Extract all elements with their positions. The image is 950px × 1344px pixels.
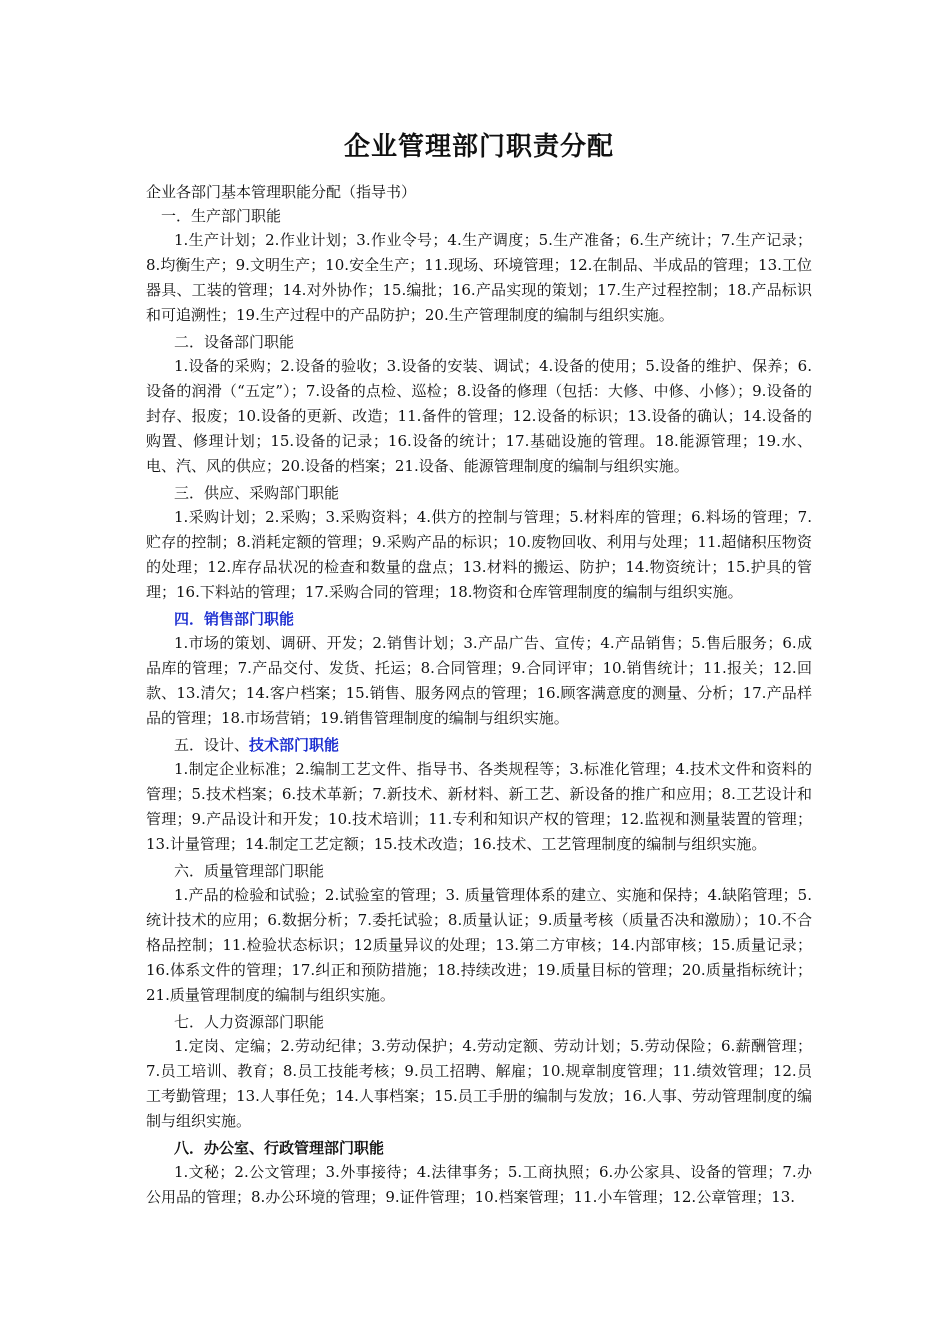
section-heading-technology-suffix: 技术部门职能	[249, 736, 340, 754]
section-body-quality: 1.产品的检验和试验；2.试验室的管理；3. 质量管理体系的建立、实施和保持；4.缺陷管理；5.统计技术的应用；6.数据分析；7.委托试验；8.质量认证；9.质量考核（质量否决和激励）；10.不合格品控制；11.检验状态标识；12质量异议的处理；13.第二方审核；14.内部审核；15.质量记录；16.体系文件的管理；17.纠正和预防措施；18.持续改进；19.质量目标的管理；20.质量指标统计；21.质量管理制度的编制与组织实施。	[146, 886, 812, 1004]
document-subtitle: 企业各部门基本管理职能分配（指导书）	[146, 183, 417, 201]
section-heading-technology	[146, 733, 812, 757]
section-heading-production: 一．生产部门职能	[161, 207, 282, 225]
section-heading-procurement: 三．供应、采购部门职能	[174, 484, 340, 502]
section-heading-technology-prefix: 五．设计、	[174, 736, 250, 754]
section-heading-sales: 四．销售部门职能	[174, 610, 295, 628]
section-body-office: 1.文秘；2.公文管理；3.外事接待；4.法律事务；5.工商执照；6.办公家具、设备的管理；7.办公用品的管理；8.办公环境的管理；9.证件管理；10.档案管理；11.小车管理；12.公章管理；13.	[146, 1163, 812, 1206]
section-body-sales: 1.市场的策划、调研、开发；2.销售计划；3.产品广告、宣传；4.产品销售；5.售后服务；6.成品库的管理；7.产品交付、发货、托运；8.合同管理；9.合同评审；10.销售统计；11.报关；12.回款、13.清欠；14.客户档案；15.销售、服务网点的管理；16.顾客满意度的测量、分析；17.产品样品的管理；18.市场营销；19.销售管理制度的编制与组织实施。	[146, 634, 812, 727]
section-body-production: 1.生产计划；2.作业计划；3.作业令号；4.生产调度；5.生产准备；6.生产统计；7.生产记录；8.均衡生产；9.文明生产；10.安全生产；11.现场、环境管理；12.在制品、半成品的管理；13.工位器具、工装的管理；14.对外协作；15.编批；16.产品实现的策划；17.生产过程控制；18.产品标识和可追溯性；19.生产过程中的产品防护；20.生产管理制度的编制与组织实施。	[146, 231, 812, 324]
section-heading-quality: 六．质量管理部门职能	[174, 862, 325, 880]
document-page	[146, 128, 812, 1212]
section-heading-office: 八．办公室、行政管理部门职能	[174, 1139, 385, 1157]
section-body-equipment: 1.设备的采购；2.设备的验收；3.设备的安装、调试；4.设备的使用；5.设备的维护、保养；6.设备的润滑（“五定”）；7.设备的点检、巡检；8.设备的修理（包括：大修、中修、小修）；9.设备的封存、报废；10.设备的更新、改造；11.备件的管理；12.设备的标识；13.设备的确认；14.设备的购置、修理计划；15.设备的记录；16.设备的统计；17.基础设施的管理。18.能源管理；19.水、电、汽、风的供应；20.设备的档案；21.设备、能源管理制度的编制与组织实施。	[146, 357, 812, 475]
section-heading-equipment: 二．设备部门职能	[174, 333, 295, 351]
section-body-procurement: 1.采购计划；2.采购；3.采购资料；4.供方的控制与管理；5.材料库的管理；6.料场的管理；7.贮存的控制；8.消耗定额的管理；9.采购产品的标识；10.废物回收、利用与处理；11.超储积压物资的处理；12.库存品状况的检查和数量的盘点；13.材料的搬运、防护；14.物资统计；15.护具的管理；16.下料站的管理；17.采购合同的管理；18.物资和仓库管理制度的编制与组织实施。	[146, 508, 812, 601]
section-body-hr: 1.定岗、定编；2.劳动纪律；3.劳动保护；4.劳动定额、劳动计划；5.劳动保险；6.薪酬管理；7.员工培训、教育；8.员工技能考核；9.员工招聘、解雇；10.规章制度管理；11.绩效管理；12.员工考勤管理；13.人事任免；14.人事档案；15.员工手册的编制与发放；16.人事、劳动管理制度的编制与组织实施。	[146, 1037, 812, 1130]
document-title: 企业管理部门职责分配	[343, 132, 614, 162]
section-body-technology: 1.制定企业标准；2.编制工艺文件、指导书、各类规程等；3.标准化管理；4.技术文件和资料的管理；5.技术档案；6.技术革新；7.新技术、新材料、新工艺、新设备的推广和应用；8.工艺设计和管理；9.产品设计和开发；10.技术培训；11.专利和知识产权的管理；12.监视和测量装置的管理；13.计量管理；14.制定工艺定额；15.技术改造；16.技术、工艺管理制度的编制与组织实施。	[146, 760, 812, 853]
section-heading-hr: 七．人力资源部门职能	[174, 1013, 325, 1031]
